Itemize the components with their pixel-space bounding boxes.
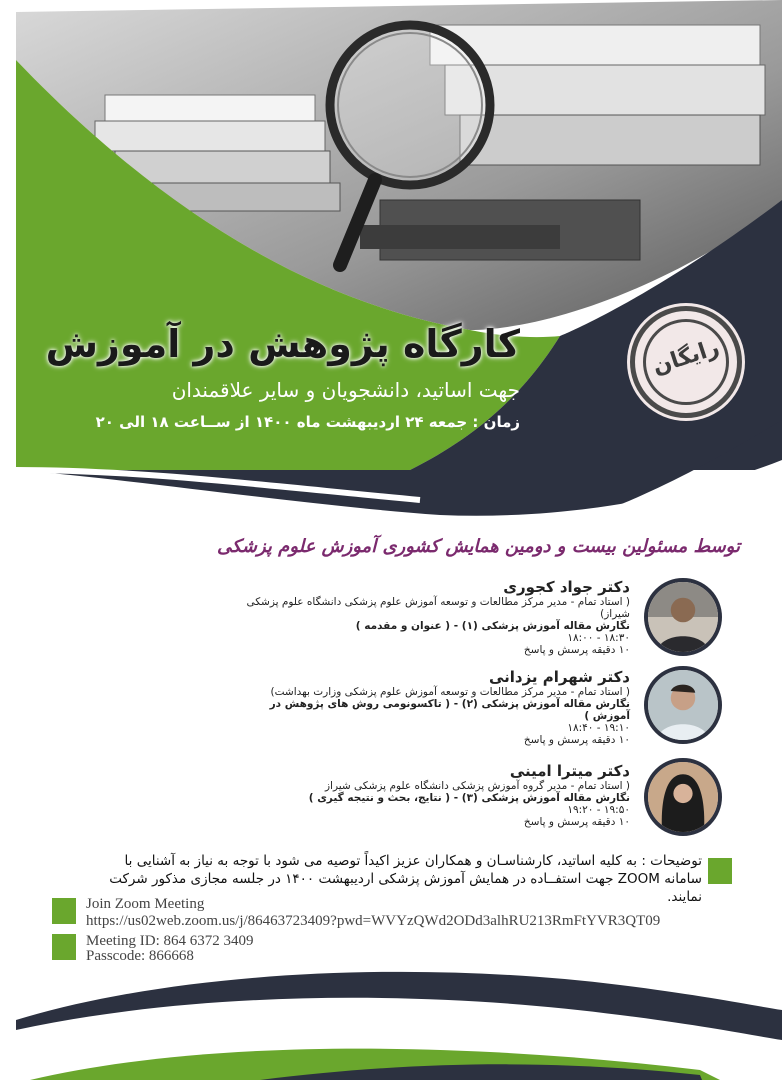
speaker-time: ۱۹:۱۰ - ۱۸:۴۰ (567, 722, 630, 734)
speaker-name: دکتر میترا امینی (509, 762, 630, 780)
speaker-topic: نگارش مقاله آموزش پزشکی (۱) - ( عنوان و مقدمه ) (355, 620, 630, 632)
green-square-bullet (708, 858, 732, 884)
zoom-link[interactable]: https://us02web.zoom.us/j/86463723409?pwd=WVYzQWd2ODd3alhRU213RmFtYVR3QT09 (86, 913, 661, 929)
speaker-role: ( استاد تمام - مدیر گروه آموزش پزشکی دانشگاه علوم پزشکی شیراز (324, 780, 630, 792)
speaker-name: دکتر جواد کجوری (503, 578, 630, 596)
free-stamp-icon (630, 306, 742, 418)
green-square-bullet (52, 934, 76, 960)
speaker-qa: ۱۰ دقیقه پرسش و پاسخ (523, 644, 630, 656)
audience-subtitle: جهت اساتید، دانشجویان و سایر علاقمندان (171, 378, 520, 402)
zoom-join-block (86, 896, 726, 930)
speaker-name: دکتر شهرام یزدانی (488, 668, 630, 686)
speaker-block (240, 668, 630, 746)
speaker-role: ( استاد تمام - مدیر مرکز مطالعات و توسعه آموزش علوم پزشکی وزارت بهداشت) (270, 686, 630, 698)
speaker-photo (644, 758, 722, 836)
free-stamp-label: رایگان (649, 335, 723, 380)
speaker-topic: نگارش مقاله آموزش پزشکی (۲) - ( تاکسونومی روش های پژوهش در آموزش ) (269, 698, 630, 722)
speaker-role: ( استاد تمام - مدیر مرکز مطالعات و توسعه آموزش علوم پزشکی دانشگاه علوم پزشکی شیراز) (246, 596, 630, 620)
workshop-title: کارگاه پژوهش در آموزش (45, 322, 520, 366)
speaker-qa: ۱۰ دقیقه پرسش و پاسخ (523, 816, 630, 828)
speaker-photo (644, 578, 722, 656)
speaker-qa: ۱۰ دقیقه پرسش و پاسخ (523, 734, 630, 746)
speaker-topic: نگارش مقاله آموزش پزشکی (۳) - ( نتایج، بحث و نتیجه گیری ) (308, 792, 630, 804)
speaker-block (240, 762, 630, 828)
speaker-block (240, 578, 630, 656)
zoom-meeting-id: Meeting ID: 864 6372 3409 (86, 933, 254, 949)
green-square-bullet (52, 898, 76, 924)
zoom-join-label: Join Zoom Meeting (86, 896, 205, 912)
zoom-credentials-block (86, 934, 486, 964)
organizer-line: توسط مسئولین بیست و دومین همایش کشوری آموزش علوم پزشکی (216, 536, 740, 557)
speaker-photo (644, 666, 722, 744)
notes-text: توضیحات : به کلیه اساتید، کارشناسـان و همکاران عزیز اکیداً توصیه می شود با توجه به نیاز به آشنایی با سامانه ZOOM جهت استفــاده در همایش آموزش پزشکی اردیبهشت ۱۴۰۰ در جلسه مجازی مذکور شرکت نمایند. (109, 853, 702, 905)
speaker-time: ۱۸:۳۰ - ۱۸:۰۰ (567, 632, 630, 644)
date-time-line: زمان : جمعه ۲۴ اردیبهشت ماه ۱۴۰۰ از ســاعت ۱۸ الی ۲۰ (95, 413, 520, 431)
speaker-time: ۱۹:۵۰ - ۱۹:۲۰ (567, 804, 630, 816)
zoom-passcode: Passcode: 866668 (86, 948, 194, 964)
